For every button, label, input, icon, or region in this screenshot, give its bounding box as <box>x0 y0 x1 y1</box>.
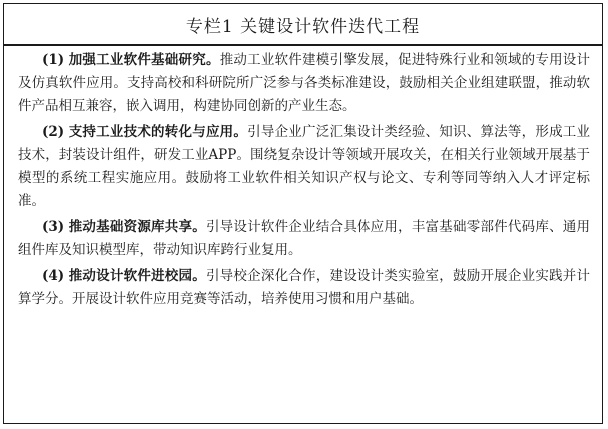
item-body: 推动工业软件建模引擎发展，促进特殊行业和领域的专用设计及仿真软件应用。支持高校和科研院所广泛参与各类标准建设，鼓励相关企业组建联盟，推动软件产品相互兼容，嵌入调用，构建协同创新的产业生态。 <box>18 52 591 114</box>
item-paragraph-3 <box>18 216 590 262</box>
item-number: (2) <box>42 124 65 140</box>
box-title: 专栏1 关键设计软件迭代工程 <box>4 4 602 46</box>
sidebar-box <box>3 3 603 424</box>
item-paragraph-4 <box>18 265 590 311</box>
item-paragraph-2 <box>18 121 590 213</box>
item-paragraph-1 <box>18 49 590 118</box>
item-number: (1) <box>42 52 65 68</box>
item-heading: 推动基础资源库共享。 <box>68 219 206 235</box>
item-heading: 支持工业技术的转化与应用。 <box>68 124 248 140</box>
item-body: 引导设计软件企业结合具体应用，丰富基础零部件代码库、通用组件库及知识模型库，带动知识库跨行业复用。 <box>18 219 591 258</box>
item-body: 引导企业广泛汇集设计类经验、知识、算法等，形成工业技术，封装设计组件，研发工业APP。围绕复杂设计等领域开展攻关，在相关行业领域开展基于模型的系统工程实施应用。鼓励将工业软件相关知识产权与论文、专利等同等纳入人才评定标准。 <box>18 124 591 209</box>
item-heading: 推动设计软件进校园。 <box>68 268 206 284</box>
box-content <box>4 46 602 311</box>
item-body: 引导校企深化合作，建设设计类实验室，鼓励开展企业实践并计算学分。开展设计软件应用竞赛等活动，培养使用习惯和用户基础。 <box>18 268 591 307</box>
item-heading: 加强工业软件基础研究。 <box>68 52 220 68</box>
item-number: (3) <box>42 219 65 235</box>
item-number: (4) <box>42 268 65 284</box>
